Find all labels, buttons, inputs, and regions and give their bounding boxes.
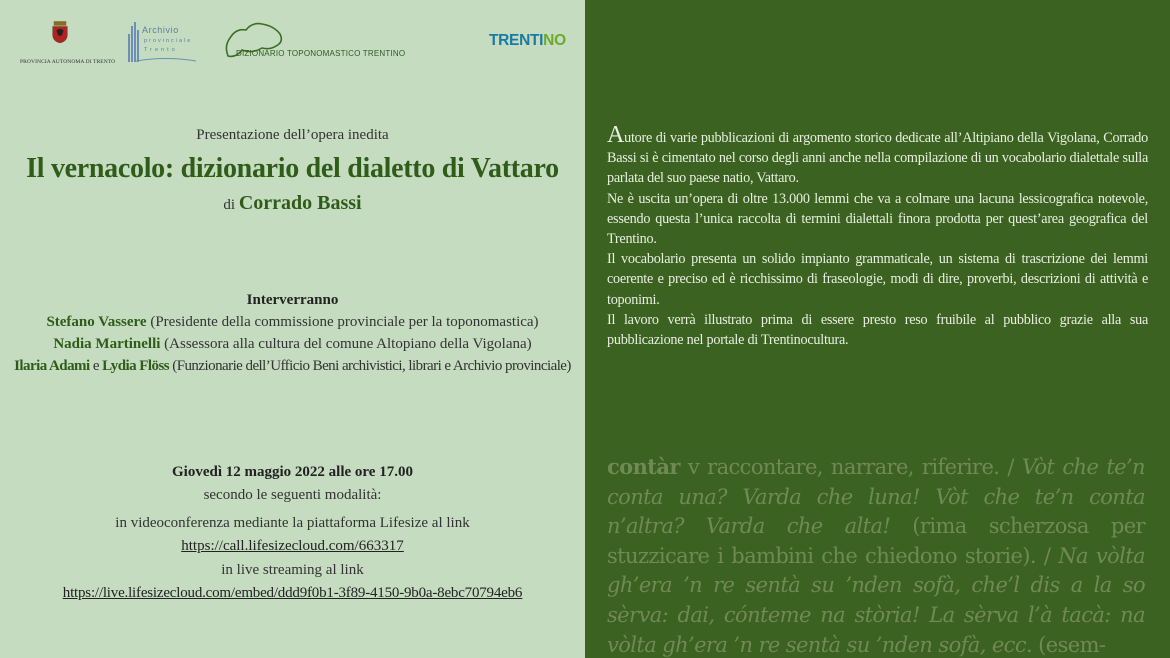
- speaker-name: Stefano Vassere: [46, 314, 147, 330]
- trentino-logo-text-accent: NO: [543, 32, 566, 49]
- speaker-conjunction: e: [92, 358, 99, 374]
- trentino-logo-text: TRENTI: [489, 32, 544, 49]
- speakers-heading: Interverranno: [246, 292, 339, 308]
- streaming-text: in live streaming al link: [221, 562, 364, 578]
- archivio-label: Archivio: [142, 25, 179, 35]
- mode-intro: secondo le seguenti modalità:: [203, 487, 382, 503]
- description-paragraph: Autore di varie pubblicazioni di argomento storico dedicate all’Altipiano della Vigolana, Corrado Bassi si è cimentato nel corso degli anni anche nella compilazione di un vocabolario dialettale sulla parlata del suo paese natio, Vattaro.: [607, 122, 1148, 187]
- event-date: Giovedì 12 maggio 2022 alle ore 17.00: [172, 464, 413, 480]
- description-paragraph: Ne è uscita un’opera di oltre 13.000 lemmi che va a colmare una lacuna lessicografica notevole, essendo questa l’unica raccolta di termini dialettali finora prodotta per quest’area geografica del Trentino.: [607, 190, 1148, 248]
- dizionario-toponomastico-logo: [222, 20, 406, 66]
- speaker-name: Lydia Flöss: [102, 358, 170, 374]
- description-paragraph: Il lavoro verrà illustrato prima di essere presto reso fruibile al pubblico grazie alla sua pubblicazione nel portale di Trentinocultura.: [607, 311, 1148, 349]
- description-panel: [585, 0, 1170, 658]
- author-line: [0, 192, 585, 215]
- speaker-role: (Presidente della commissione provinciale per la toponomastica): [150, 314, 539, 330]
- dictionary-example: Na vòlta gh’era ’n re sentà su ’nden sofà, che’l dis a la so sèrva: dai, cónteme na stòria! La sèrva l’à tacà: na vòlta gh’era ’n re sentà su ’nden sofà, ecc.: [607, 543, 1145, 657]
- speaker-role: (Funzionarie dell’Ufficio Beni archivistici, librari e Archivio provinciale): [172, 358, 571, 374]
- provincia-logo: [20, 20, 116, 66]
- speaker-line: [0, 336, 585, 353]
- streaming-link[interactable]: [0, 585, 585, 602]
- by-label: di: [223, 197, 236, 213]
- dictionary-definition: v raccontare, narrare, riferire. /: [679, 455, 1022, 479]
- intro-line: Presentazione dell’opera inedita: [196, 127, 389, 143]
- videoconference-text: in videoconferenza mediante la piattaforma Lifesize al link: [115, 515, 470, 531]
- speaker-name: Nadia Martinelli: [53, 336, 161, 352]
- streaming-link-anchor[interactable]: https://live.lifesizecloud.com/embed/ddd9f0b1-3f89-4150-9b0a-8ebc70794eb6: [62, 585, 523, 601]
- provincia-label: PROVINCIA AUTONOMA DI TRENTO: [20, 59, 116, 65]
- trentino-logo: [489, 32, 567, 54]
- dictionary-note: (rima scherzosa per stuzzicare i bambini che chiedono storie). /: [607, 514, 1145, 568]
- dictionary-entry-sample: [607, 452, 1145, 658]
- drop-cap: A: [607, 122, 625, 148]
- speaker-role: (Assessora alla cultura del comune Altopiano della Vigolana): [164, 336, 532, 352]
- description-text: [607, 122, 1148, 350]
- videoconference-link[interactable]: [0, 538, 585, 555]
- dictionary-example: Vòt che te’n conta una? Varda che luna! Vòt che te’n conta n’altra? Varda che alta!: [607, 455, 1145, 539]
- archivio-underline-icon: [136, 57, 196, 65]
- speaker-line: [0, 314, 585, 331]
- event-title: Il vernacolo: dizionario del dialetto di Vattaro: [26, 153, 559, 184]
- archivio-logo: [126, 20, 196, 66]
- description-paragraph: Il vocabolario presenta un solido impianto grammaticale, un sistema di trascrizione dei lemmi coerente e preciso ed è ricchissimo di fraseologie, modi di dire, proverbi, descrizioni di attività e toponimi.: [607, 251, 1148, 308]
- dizionario-label: DIZIONARIO TOPONOMASTICO TRENTINO: [236, 49, 406, 58]
- archivio-sublabel: provinciale: [144, 38, 193, 44]
- dictionary-note: (esem-: [1032, 632, 1106, 657]
- author-name: Corrado Bassi: [238, 192, 362, 214]
- speaker-name: Ilaria Adami: [14, 358, 90, 374]
- dictionary-headword: contàr: [607, 454, 680, 479]
- coat-of-arms-icon: [51, 20, 69, 44]
- videoconference-link-anchor[interactable]: https://call.lifesizecloud.com/663317: [181, 538, 404, 554]
- archivio-city-label: Trento: [144, 47, 178, 53]
- speaker-line: [0, 358, 585, 375]
